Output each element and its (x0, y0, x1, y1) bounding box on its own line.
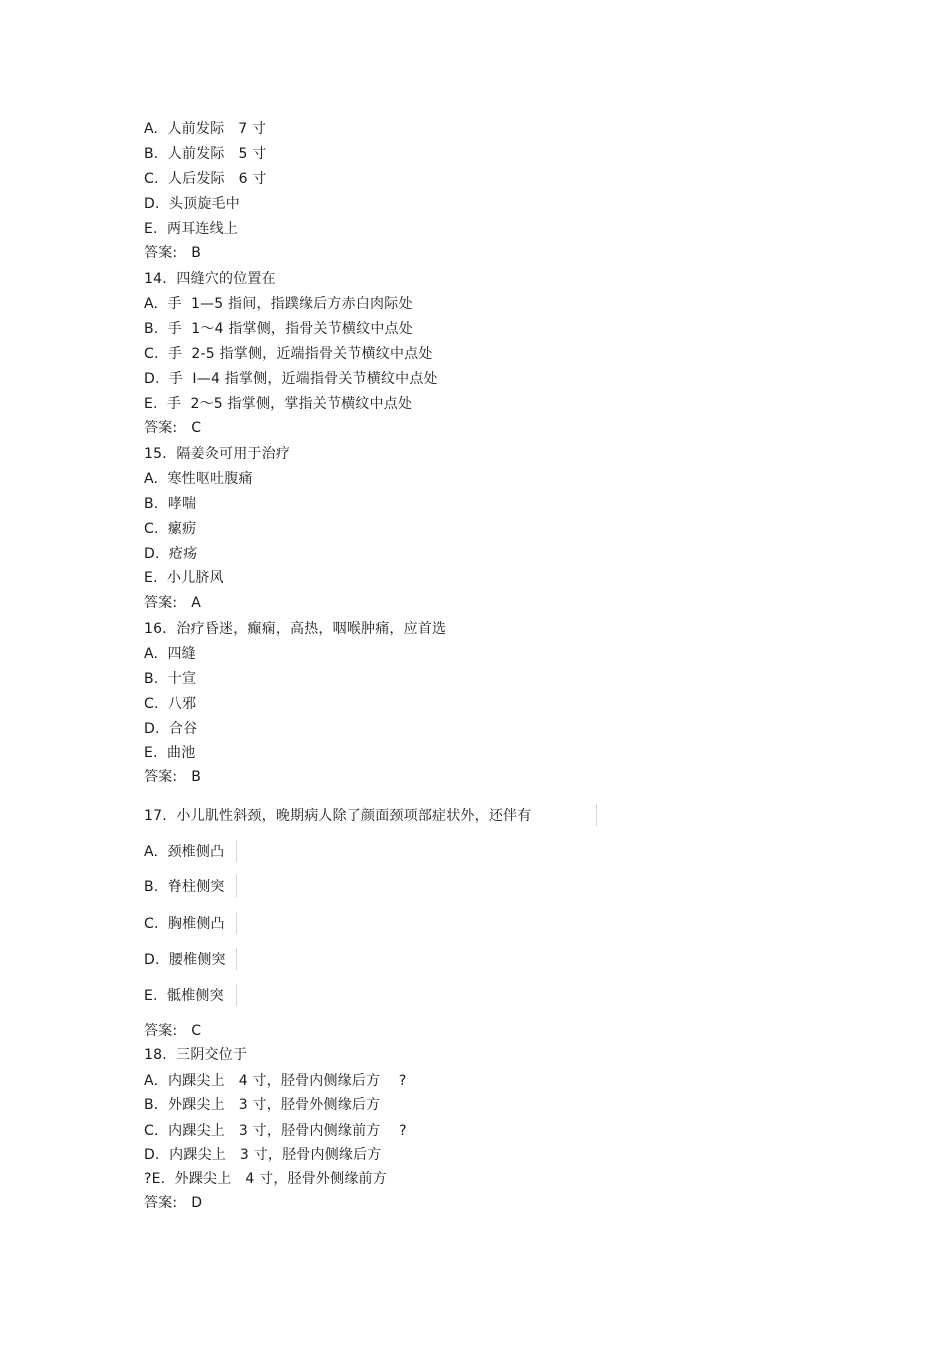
option-line: B. 脊柱侧突 (144, 879, 225, 895)
option-line: A. 颈椎侧凸 (144, 844, 225, 860)
option-line: B. 哮喘 (144, 496, 197, 512)
option-line: E. 手 2～5 指掌侧，掌指关节横纹中点处 (144, 396, 413, 412)
table-cell-border (236, 984, 237, 1006)
option-line: E. 两耳连线上 (144, 221, 238, 237)
option-line: C. 人后发际 6 寸 (144, 171, 267, 187)
option-line: D. 头顶旋毛中 (144, 196, 240, 212)
answer-line: 答案: C (144, 420, 202, 436)
option-line: D．内踝尖上 3 寸，胫骨内侧缘后方 (144, 1147, 382, 1163)
option-line: A. 人前发际 7 寸 (144, 121, 267, 137)
question-line: 17．小儿肌性斜颈，晚期病人除了颜面颈项部症状外，还伴有 (144, 808, 532, 824)
table-cell-border (236, 912, 237, 934)
option-line: C. 手 2-5 指掌侧，近端指骨关节横纹中点处 (144, 346, 433, 362)
question-line: 16．治疗昏迷，癫痫，高热，咽喉肿痛，应首选 (144, 621, 447, 637)
table-cell-border (596, 804, 597, 826)
table-cell-border (236, 948, 237, 970)
question-line: 15．隔姜灸可用于治疗 (144, 446, 291, 462)
table-cell-border (236, 875, 237, 897)
option-line: B. 人前发际 5 寸 (144, 146, 267, 162)
answer-line: 答案: B (144, 769, 202, 785)
option-line: B．外踝尖上 3 寸，胫骨外侧缘后方 (144, 1097, 381, 1113)
question-line: 14．四缝穴的位置在 (144, 271, 276, 287)
table-cell-border (236, 840, 237, 862)
answer-line: 答案: A (144, 595, 202, 611)
option-line: B. 手 1～4 指掌侧，指骨关节横纹中点处 (144, 321, 413, 337)
option-line: D. 腰椎侧突 (144, 952, 226, 968)
answer-line: 答案: D (144, 1195, 203, 1211)
option-line: A. 四缝 (144, 646, 196, 662)
option-line: E. 骶椎侧突 (144, 988, 224, 1004)
option-line: ?E. 外踝尖上 4 寸，胫骨外侧缘前方 (144, 1171, 387, 1187)
option-line: D. 疮疡 (144, 546, 198, 562)
option-line: A. 手 1—5 指间，指蹼缘后方赤白肉际处 (144, 296, 413, 312)
option-line: D. 合谷 (144, 721, 198, 737)
option-line: D. 手 I—4 指掌侧，近端指骨关节横纹中点处 (144, 371, 438, 387)
option-line: B. 十宣 (144, 671, 197, 687)
option-line: E. 曲池 (144, 745, 196, 761)
answer-line: 答案: B (144, 245, 202, 261)
option-line: C. 胸椎侧凸 (144, 916, 225, 932)
option-line: E. 小儿脐风 (144, 570, 224, 586)
answer-line: 答案: C (144, 1023, 202, 1039)
option-line: C. 八邪 (144, 696, 197, 712)
option-line: C. 瘰疬 (144, 521, 197, 537)
option-line: C．内踝尖上 3 寸，胫骨内侧缘前方 ? (144, 1123, 407, 1139)
option-line: A. 寒性呕吐腹痛 (144, 471, 253, 487)
question-line: 18. 三阴交位于 (144, 1047, 248, 1063)
option-line: A．内踝尖上 4 寸，胫骨内侧缘后方 ? (144, 1073, 407, 1089)
